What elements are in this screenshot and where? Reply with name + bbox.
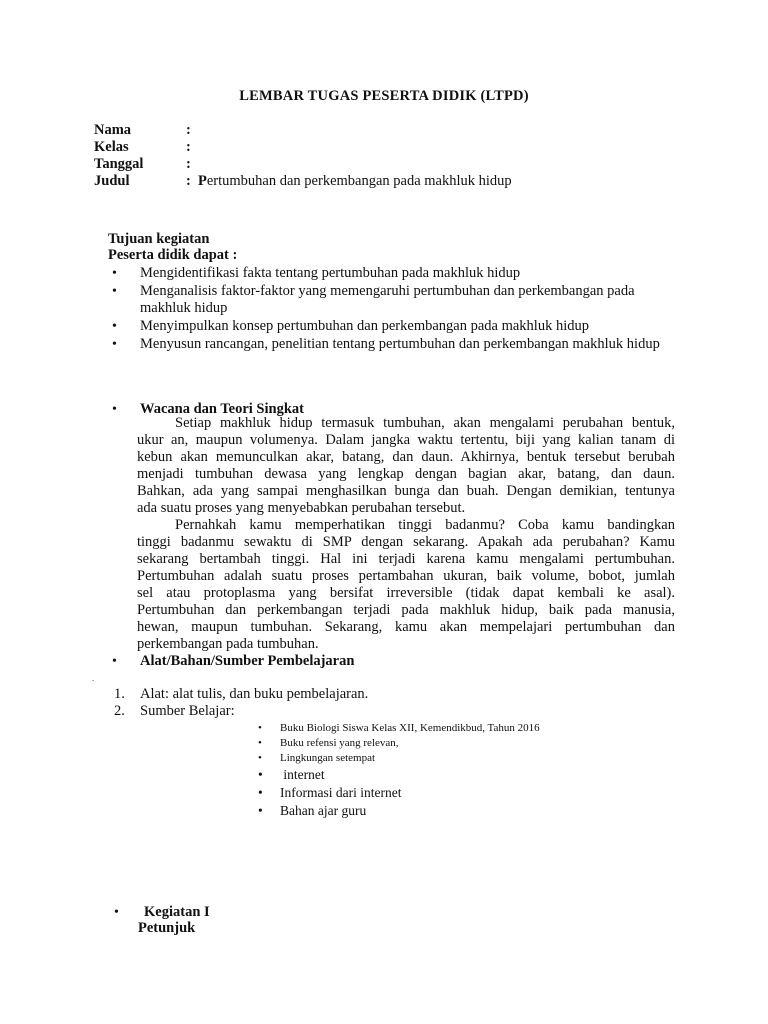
paragraph-line: Bahkan, ada yang sampai menghasilkan bunga dan buah. Dengan demikian, tentunya — [137, 483, 675, 499]
paragraph-line: perkembangan pada tumbuhan. — [137, 636, 319, 652]
identity-row-nama — [94, 122, 694, 139]
paragraph-line: Setiap makhluk hidup termasuk tumbuhan, akan mengalami perubahan bentuk, — [175, 415, 675, 431]
judul-value-rest: ertumbuhan dan perkembangan pada makhluk hidup — [206, 173, 512, 189]
kegiatan-subheading: Petunjuk — [138, 920, 196, 936]
bullet-icon — [114, 904, 128, 921]
paragraph-line: Pertumbuhan dan perkembangan terjadi pada makhluk hidup, baik pada manusia, — [137, 602, 675, 618]
kegiatan-heading-row — [114, 904, 694, 921]
wacana-heading: Wacana dan Teori Singkat — [140, 401, 304, 417]
paragraph-line: ukur an, maupun volumenya. Dalam jangka waktu tertentu, biji yang kalian tanam di — [137, 432, 675, 448]
judul-colon: : — [186, 173, 191, 189]
tanggal-colon: : — [186, 156, 191, 172]
tujuan-item: • Menganalisis faktor-faktor yang memengaruhi pertumbuhan dan perkembangan pada makhluk hidup — [112, 283, 692, 317]
paragraph-line: Pertumbuhan adalah suatu proses pertambahan ukuran, baik volume, bobot, jumlah — [137, 568, 675, 584]
nama-colon: : — [186, 122, 191, 138]
identity-row-judul — [94, 173, 694, 190]
paragraph-line: tinggi badanmu sewaktu di SMP dengan sekarang. Apakah ada perubahan? Kamu — [137, 534, 675, 550]
paragraph-line: kebun akan memunculkan akar, batang, dan daun. Akhirnya, bentuk tersebut berubah — [137, 449, 675, 465]
paragraph-line: sekarang bertambah tinggi. Hal ini terjadi karena kamu mengalami pertumbuhan. — [137, 551, 675, 567]
kelas-label: Kelas — [94, 139, 129, 155]
bullet-icon: • — [258, 737, 262, 749]
alat-heading-row — [112, 653, 692, 670]
paragraph-line: Pernahkah kamu memperhatikan tinggi badanmu? Coba kamu bandingkan — [175, 517, 675, 533]
nama-label: Nama — [94, 122, 132, 138]
bullet-icon: • — [258, 785, 263, 800]
judul-value-initial: P — [198, 173, 207, 189]
identity-row-kelas — [94, 139, 694, 156]
paragraph-line: sel atau protoplasma yang bersifat irreversible (tidak dapat kembali ke asal). — [137, 585, 675, 601]
tujuan-heading: Tujuan kegiatan — [108, 231, 210, 247]
bullet-icon — [112, 653, 126, 670]
kegiatan-heading: Kegiatan I — [144, 904, 210, 920]
tujuan-item: • Menyusun rancangan, penelitian tentang pertumbuhan dan perkembangan makhluk hidup — [112, 336, 692, 370]
stray-mark: . — [92, 673, 95, 683]
page-title: LEMBAR TUGAS PESERTA DIDIK (LTPD) — [239, 88, 529, 104]
identity-row-tanggal — [94, 156, 694, 173]
judul-value — [198, 173, 512, 190]
tujuan-subheading: Peserta didik dapat : — [108, 247, 238, 263]
bullet-icon — [112, 283, 126, 300]
alat-heading: Alat/Bahan/Sumber Pembelajaran — [140, 653, 355, 669]
paragraph-line: menjadi tumbuhan dewasa yang lengkap dengan bagian akar, batang, dan daun. — [137, 466, 675, 482]
bullet-icon — [112, 318, 126, 335]
bullet-icon: • — [258, 752, 262, 764]
paragraph-line: hewan, maupun tumbuhan. Sekarang, kamu akan mempelajari pertumbuhan dan — [137, 619, 675, 635]
bullet-icon — [112, 401, 126, 418]
judul-label: Judul — [94, 173, 130, 189]
paragraph-line: ada suatu proses yang menyebabkan perubahan tersebut. — [137, 500, 466, 516]
bullet-icon: • — [258, 803, 263, 818]
bullet-icon — [112, 336, 126, 353]
tanggal-label: Tanggal — [94, 156, 144, 172]
kelas-colon: : — [186, 139, 191, 155]
document-page: LEMBAR TUGAS PESERTA DIDIK (LTPD) Nama : Kelas : Tanggal : Judul : Pertumbuhan dan perkembangan pada makhluk hidup Tujuan kegiatan Peserta didik dapat : • Mengidentifikasi fakta tentang pertumbuhan pada makhluk hidup • Menganalisis faktor-faktor yang memengaruhi pertumbuhan dan perkembangan pada makhluk hidup • Menyimpulkan konsep pertumbuhan dan perkembangan pada makhluk hidup • Menyusun rancangan, penelitian tentang pertumbuhan dan perkembangan makhluk hidup • Wacana dan Teori Singkat Setiap makhluk hidup termasuk tumbuhan, akan mengalami perubahan bentuk, ukur an, maupun volumenya. Dalam jangka waktu tertentu, biji yang kalian tanam di kebun akan memunculkan akar, batang, dan daun. Akhirnya, bentuk tersebut berubah menjadi tumbuhan dewasa yang lengkap dengan bagian akar, batang, dan daun. Bahkan, ada yang sampai menghasilkan bunga dan buah. Dengan demikian, tentunya ada suatu proses yang menyebabkan perubahan tersebut. Pernahkah kamu memperhatikan tinggi badanmu? Coba kamu bandingkan tinggi badanmu sewaktu di SMP dengan sekarang. Apakah ada perubahan? Kamu sekarang bertambah tinggi. Hal ini terjadi karena kamu mengalami pertumbuhan. Pertumbuhan adalah suatu proses pertambahan ukuran, baik volume, bobot, jumlah sel atau protoplasma yang bersifat irreversible (tidak dapat kembali ke asal). Pertumbuhan dan perkembangan terjadi pada makhluk hidup, baik pada manusia, hewan, maupun tumbuhan. Sekarang, kamu akan mempelajari pertumbuhan dan perkembangan pada tumbuhan. • Alat/Bahan/Sumber Pembelajaran . 1. Alat: alat tulis, dan buku pembelajaran. 2. Sumber Belajar: • Buku Biologi Siswa Kelas XII, Kemendikbud, Tahun 2016 • Buku refensi yang relevan, • Lingkungan setempat • internet • Informasi dari internet • Bahan ajar guru • Kegiatan I Petunjuk — [0, 0, 768, 1024]
bullet-icon: • — [258, 722, 262, 734]
tujuan-item: • Menyimpulkan konsep pertumbuhan dan perkembangan pada makhluk hidup — [112, 318, 692, 335]
wacana-paragraph — [137, 415, 675, 653]
bullet-icon — [112, 265, 126, 282]
bullet-icon: • — [258, 767, 263, 782]
tujuan-item: • Mengidentifikasi fakta tentang pertumbuhan pada makhluk hidup — [112, 265, 692, 282]
